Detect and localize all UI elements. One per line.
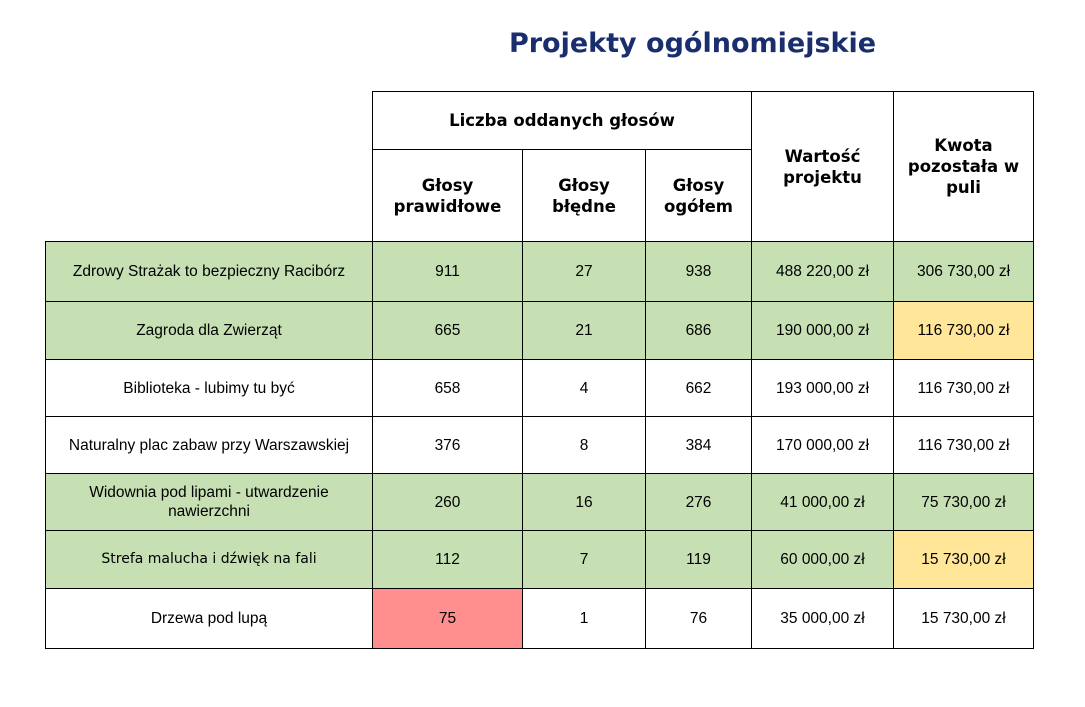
table-row xyxy=(46,242,1034,302)
project-value-cell: 60 000,00 zł xyxy=(752,531,894,589)
invalid-votes-cell: 27 xyxy=(523,242,646,302)
table-row xyxy=(46,589,1034,649)
page-title: Projekty ogólnomiejskie xyxy=(508,28,877,59)
remaining-amount-cell: 116 730,00 zł xyxy=(894,302,1034,360)
remaining-amount-cell: 116 730,00 zł xyxy=(894,417,1034,474)
project-value-cell: 193 000,00 zł xyxy=(752,360,894,417)
project-value-cell: 488 220,00 zł xyxy=(752,242,894,302)
remaining-amount-cell: 306 730,00 zł xyxy=(894,242,1034,302)
valid-votes-cell: 376 xyxy=(373,417,523,474)
project-name-cell: Widownia pod lipami - utwardzenie nawierzchni xyxy=(46,474,373,531)
project-value-cell: 170 000,00 zł xyxy=(752,417,894,474)
total-votes-cell: 938 xyxy=(646,242,752,302)
valid-votes-cell: 665 xyxy=(373,302,523,360)
invalid-votes-cell: 1 xyxy=(523,589,646,649)
results-body xyxy=(46,242,1034,649)
total-votes-cell: 119 xyxy=(646,531,752,589)
header-votes-group: Liczba oddanych głosów xyxy=(373,92,752,150)
project-name-cell: Strefa malucha i dźwięk na fali xyxy=(46,531,373,589)
invalid-votes-cell: 4 xyxy=(523,360,646,417)
remaining-amount-cell: 15 730,00 zł xyxy=(894,531,1034,589)
total-votes-cell: 76 xyxy=(646,589,752,649)
table-row xyxy=(46,302,1034,360)
header-invalid-votes: Głosy błędne xyxy=(523,150,646,242)
project-name-cell: Naturalny plac zabaw przy Warszawskiej xyxy=(46,417,373,474)
header-remaining-amount: Kwota pozostała w puli xyxy=(894,92,1034,242)
invalid-votes-cell: 21 xyxy=(523,302,646,360)
total-votes-cell: 686 xyxy=(646,302,752,360)
project-name-cell: Drzewa pod lupą xyxy=(46,589,373,649)
table-row xyxy=(46,474,1034,531)
table-row xyxy=(46,360,1034,417)
remaining-amount-cell: 116 730,00 zł xyxy=(894,360,1034,417)
invalid-votes-cell: 7 xyxy=(523,531,646,589)
header-total-votes: Głosy ogółem xyxy=(646,150,752,242)
table-corner-blank xyxy=(46,92,373,242)
header-project-value: Wartość projektu xyxy=(752,92,894,242)
valid-votes-cell: 260 xyxy=(373,474,523,531)
table-row xyxy=(46,417,1034,474)
remaining-amount-cell: 75 730,00 zł xyxy=(894,474,1034,531)
valid-votes-cell: 911 xyxy=(373,242,523,302)
project-name-cell: Biblioteka - lubimy tu być xyxy=(46,360,373,417)
project-value-cell: 41 000,00 zł xyxy=(752,474,894,531)
valid-votes-cell: 112 xyxy=(373,531,523,589)
valid-votes-cell: 658 xyxy=(373,360,523,417)
project-value-cell: 35 000,00 zł xyxy=(752,589,894,649)
project-name-cell: Zdrowy Strażak to bezpieczny Racibórz xyxy=(46,242,373,302)
project-name-cell: Zagroda dla Zwierząt xyxy=(46,302,373,360)
table-row xyxy=(46,531,1034,589)
voting-results-table xyxy=(45,91,1034,649)
remaining-amount-cell: 15 730,00 zł xyxy=(894,589,1034,649)
total-votes-cell: 276 xyxy=(646,474,752,531)
project-value-cell: 190 000,00 zł xyxy=(752,302,894,360)
valid-votes-cell: 75 xyxy=(373,589,523,649)
invalid-votes-cell: 8 xyxy=(523,417,646,474)
header-valid-votes: Głosy prawidłowe xyxy=(373,150,523,242)
invalid-votes-cell: 16 xyxy=(523,474,646,531)
total-votes-cell: 662 xyxy=(646,360,752,417)
total-votes-cell: 384 xyxy=(646,417,752,474)
